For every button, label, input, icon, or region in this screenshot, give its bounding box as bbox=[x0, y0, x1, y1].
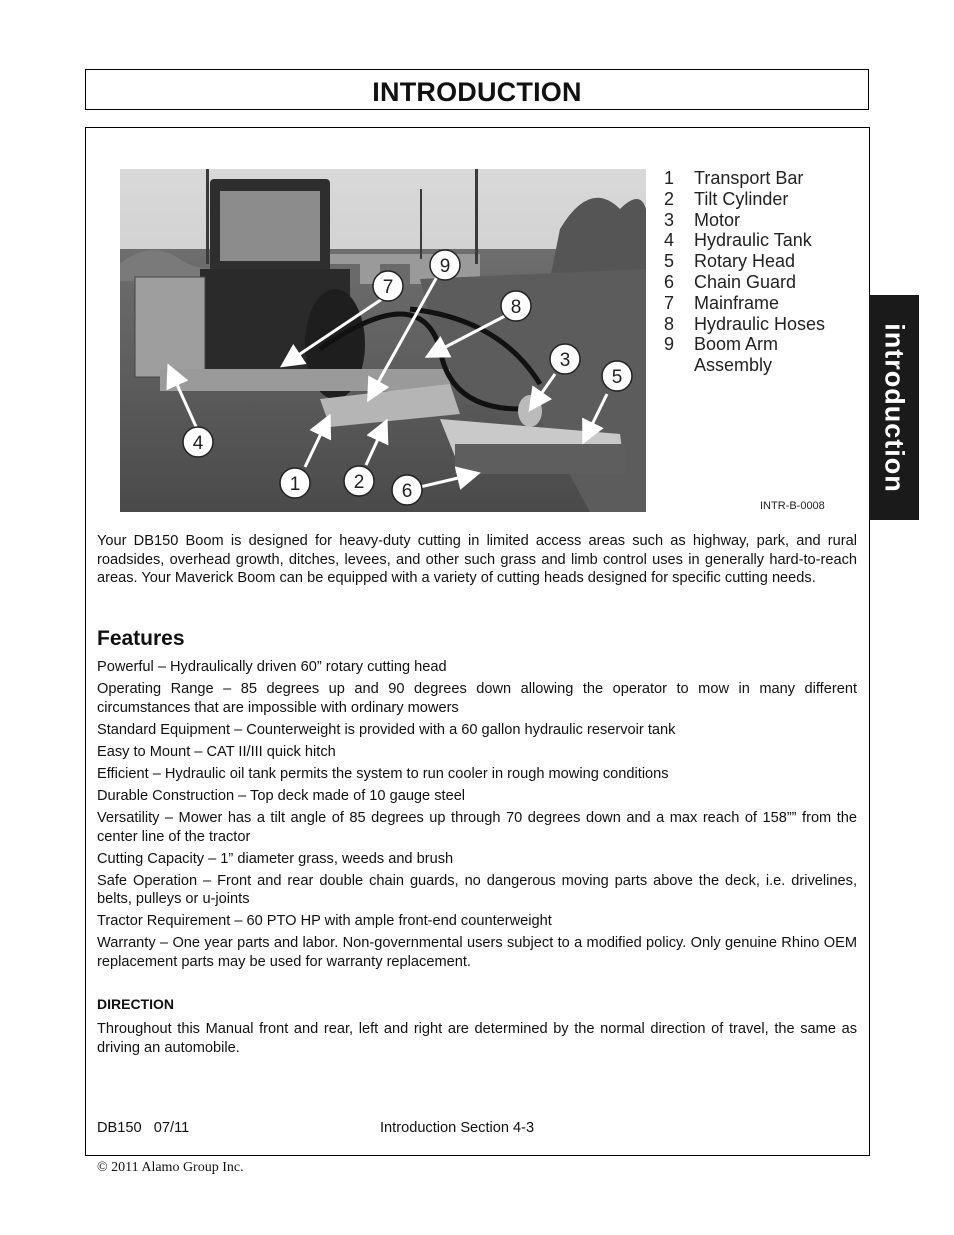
legend-item bbox=[664, 293, 844, 314]
callout-8 bbox=[501, 291, 531, 321]
callout-7 bbox=[373, 271, 403, 301]
callout-2-label: 2 bbox=[353, 472, 365, 493]
features-heading: Features bbox=[97, 627, 185, 650]
callout-4 bbox=[183, 427, 213, 457]
feature-item: Warranty – One year parts and labor. Non-governmental users subject to a modified policy. Only genuine Rhino OEM replacement parts may be used for warranty replacement. bbox=[97, 935, 857, 970]
figure-code: INTR-B-0008 bbox=[760, 500, 825, 512]
callout-3-label: 3 bbox=[559, 350, 571, 371]
feature-item: Easy to Mount – CAT II/III quick hitch bbox=[97, 743, 336, 760]
copyright-notice: © 2011 Alamo Group Inc. bbox=[97, 1160, 244, 1175]
page-title: INTRODUCTION bbox=[372, 77, 582, 107]
legend-label: Motor bbox=[694, 209, 741, 230]
intro-paragraph: Your DB150 Boom is designed for heavy-duty cutting in limited access areas such as highway, park, and rural roadsides, overhead growth, ditches, levees, and other such grass and limb control uses in generally hard-to-reach areas. Your Maverick Boom can be equipped with a variety of cutting heads designed for specific cutting needs. bbox=[97, 533, 857, 586]
page-header bbox=[85, 69, 869, 110]
legend-item bbox=[664, 334, 844, 355]
callout-4-label: 4 bbox=[192, 433, 204, 454]
direction-heading: DIRECTION bbox=[97, 996, 174, 1012]
legend-item bbox=[664, 210, 844, 231]
feature-item: Durable Construction – Top deck made of 10 gauge steel bbox=[97, 787, 466, 804]
callout-1 bbox=[280, 468, 310, 498]
features-list bbox=[97, 658, 857, 975]
callout-5-label: 5 bbox=[611, 367, 623, 388]
callout-3 bbox=[550, 344, 580, 374]
legend-item bbox=[664, 168, 844, 189]
legend-label: Mainframe bbox=[694, 292, 780, 313]
footer-model-date: DB150 07/11 bbox=[97, 1120, 190, 1136]
callout-5 bbox=[602, 361, 632, 391]
section-tab[interactable] bbox=[869, 295, 919, 520]
feature-item: Safe Operation – Front and rear double chain guards, no dangerous moving parts above the deck, i.e. drivelines, belts, pulleys or u-joints bbox=[97, 872, 857, 908]
legend-number: 6 bbox=[664, 271, 675, 292]
boom-mower-photo bbox=[120, 169, 646, 512]
section-tab-label: introduction bbox=[879, 322, 910, 493]
legend-label: Tilt Cylinder bbox=[694, 188, 789, 209]
legend-label: Hydraulic Tank bbox=[694, 230, 812, 251]
callout-9-label: 9 bbox=[439, 256, 451, 277]
feature-item: Cutting Capacity – 1” diameter grass, weeds and brush bbox=[97, 850, 454, 867]
legend-number: 7 bbox=[664, 292, 675, 313]
legend-label: Boom Arm bbox=[694, 334, 779, 355]
legend-number: 5 bbox=[664, 251, 675, 272]
legend-number: 1 bbox=[664, 168, 675, 188]
feature-item: Powerful – Hydraulically driven 60” rotary cutting head bbox=[97, 659, 447, 675]
footer-section: Introduction Section 4-3 bbox=[380, 1120, 535, 1136]
callout-1-label: 1 bbox=[289, 474, 301, 495]
legend-number: 9 bbox=[664, 334, 675, 355]
legend-label: Transport Bar bbox=[694, 168, 804, 188]
direction-paragraph: Throughout this Manual front and rear, left and right are determined by the normal direction of travel, the same as driving an automobile. bbox=[97, 1021, 857, 1056]
figure-legend bbox=[664, 168, 844, 376]
feature-item: Versatility – Mower has a tilt angle of 85 degrees up through 70 degrees down and a max reach of 158”” from the center line of the tractor bbox=[97, 810, 857, 845]
legend-number: 4 bbox=[664, 230, 675, 251]
callout-6-label: 6 bbox=[401, 481, 413, 502]
feature-item: Tractor Requirement – 60 PTO HP with ample front-end counterweight bbox=[97, 913, 552, 930]
legend-number: 2 bbox=[664, 188, 675, 209]
feature-item: Standard Equipment – Counterweight is provided with a 60 gallon hydraulic reservoir tank bbox=[97, 721, 676, 738]
feature-item: Operating Range – 85 degrees up and 90 degrees down allowing the operator to mow in many different circumstances that are impossible with ordinary mowers bbox=[97, 681, 857, 716]
callout-7-label: 7 bbox=[382, 277, 394, 298]
legend-item bbox=[664, 355, 844, 376]
callout-9 bbox=[430, 250, 460, 280]
legend-item bbox=[664, 272, 844, 293]
legend-item bbox=[664, 230, 844, 251]
legend-number: 3 bbox=[664, 209, 675, 230]
legend-number bbox=[664, 355, 694, 376]
legend-label: Rotary Head bbox=[694, 251, 796, 272]
feature-item: Efficient – Hydraulic oil tank permits the system to run cooler in rough mowing conditions bbox=[97, 765, 669, 782]
legend-label: Assembly bbox=[694, 355, 773, 376]
legend-label: Chain Guard bbox=[694, 271, 797, 292]
legend-number: 8 bbox=[664, 313, 675, 334]
legend-label: Hydraulic Hoses bbox=[694, 313, 826, 334]
callout-8-label: 8 bbox=[510, 297, 522, 318]
legend-item bbox=[664, 251, 844, 272]
callout-6 bbox=[392, 475, 422, 505]
callout-2 bbox=[344, 466, 374, 496]
legend-item bbox=[664, 314, 844, 335]
legend-item bbox=[664, 189, 844, 210]
